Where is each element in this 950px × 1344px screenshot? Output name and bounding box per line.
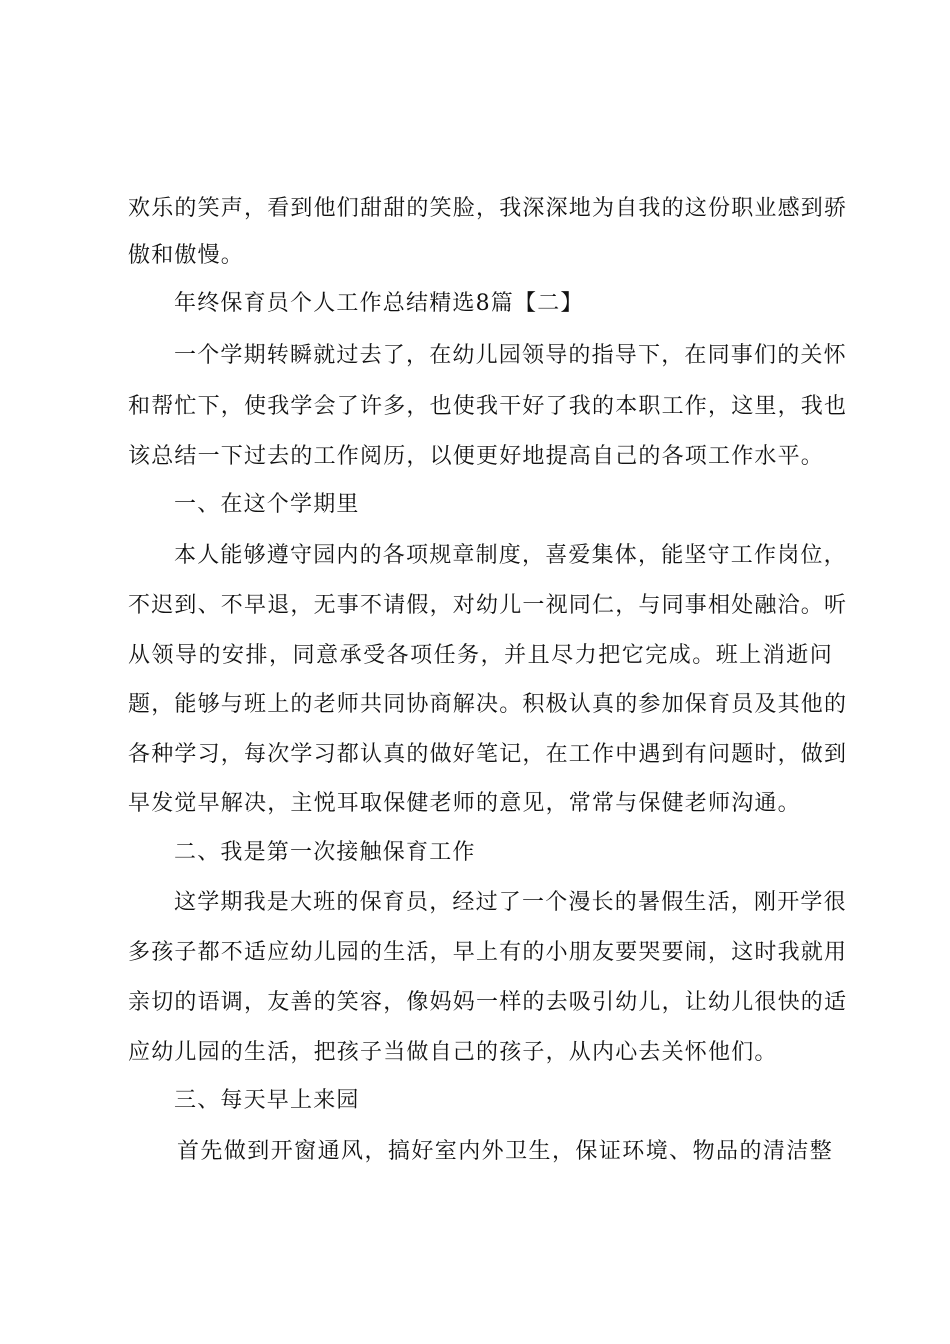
paragraph-line: 这学期我是大班的保育员，经过了一个漫长的暑假生活，刚开学很 xyxy=(174,890,847,915)
paragraph-line: 一个学期转瞬就过去了，在幼儿园领导的指导下，在同事们的关怀 xyxy=(174,343,847,368)
paragraph-line: 傲和傲慢。 xyxy=(128,243,245,268)
paragraph-line: 首先做到开窗通风，搞好室内外卫生，保证环境、物品的清洁整 xyxy=(177,1139,833,1164)
paragraph-line: 多孩子都不适应幼儿园的生活，早上有的小朋友要哭要闹，这时我就用 xyxy=(128,940,848,965)
paragraph-line: 和帮忙下，使我学会了许多，也使我干好了我的本职工作，这里，我也 xyxy=(128,394,848,419)
section-heading: 三、每天早上来园 xyxy=(174,1088,360,1113)
section-heading: 一、在这个学期里 xyxy=(174,492,360,517)
paragraph-line: 早发觉早解决，主悦耳取保健老师的意见，常常与保健老师沟通。 xyxy=(128,791,801,816)
section-heading: 二、我是第一次接触保育工作 xyxy=(174,840,476,865)
paragraph-line: 从领导的安排，同意承受各项任务，并且尽力把它完成。班上消逝问 xyxy=(128,643,833,668)
paragraph-line: 亲切的语调，友善的笑容，像妈妈一样的去吸引幼儿，让幼儿很快的适 xyxy=(128,990,848,1015)
paragraph-line: 欢乐的笑声，看到他们甜甜的笑脸，我深深地为自我的这份职业感到骄 xyxy=(128,196,848,221)
paragraph-line: 题，能够与班上的老师共同协商解决。积极认真的参加保育员及其他的 xyxy=(128,692,848,717)
paragraph-line: 不迟到、不早退，无事不请假，对幼儿一视同仁，与同事相处融洽。听 xyxy=(128,593,848,618)
paragraph-line: 应幼儿园的生活，把孩子当做自己的孩子，从内心去关怀他们。 xyxy=(128,1040,778,1065)
paragraph-line: 本人能够遵守园内的各项规章制度，喜爱集体，能坚守工作岗位， xyxy=(174,543,847,568)
paragraph-line: 各种学习，每次学习都认真的做好笔记，在工作中遇到有问题时，做到 xyxy=(128,742,848,767)
paragraph-line: 该总结一下过去的工作阅历，以便更好地提高自己的各项工作水平。 xyxy=(128,444,825,469)
article-heading: 年终保育员个人工作总结精选8篇【二】 xyxy=(174,291,584,316)
